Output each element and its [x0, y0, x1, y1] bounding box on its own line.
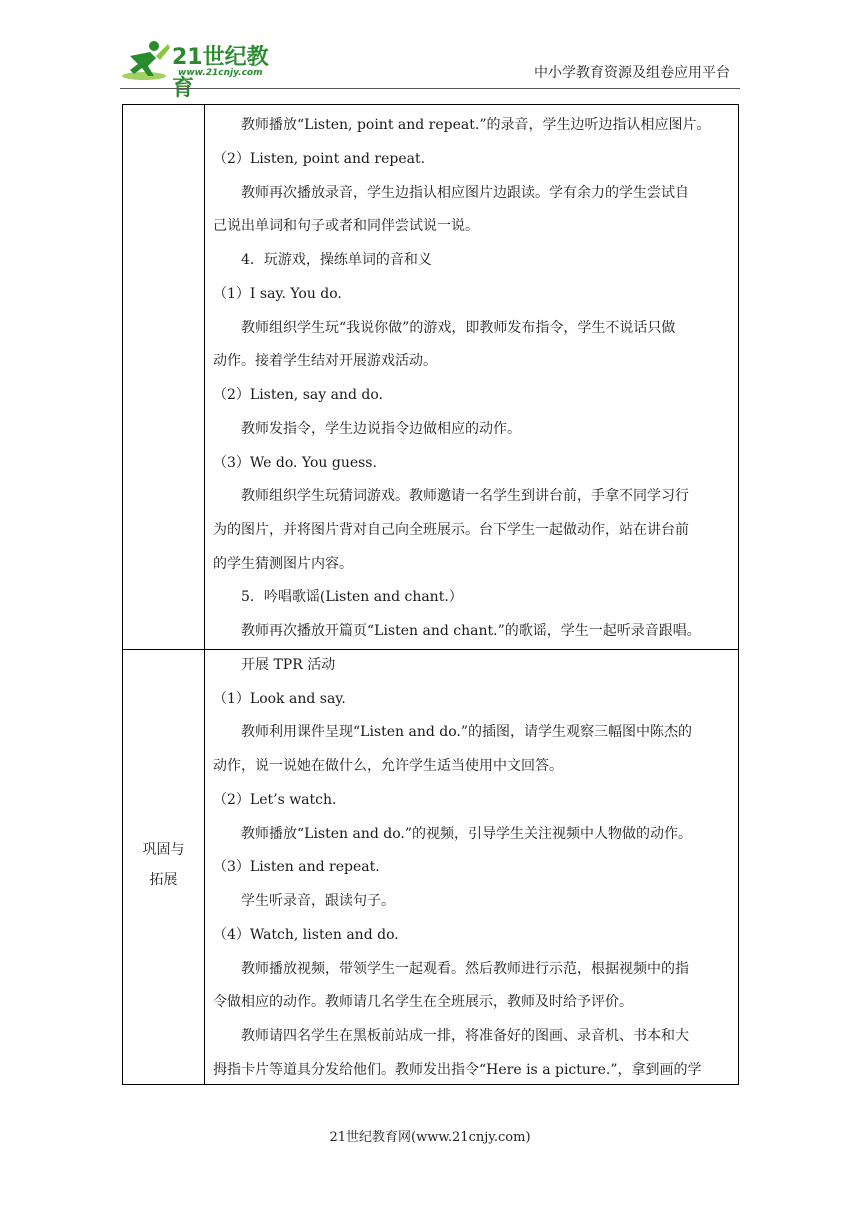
row2-line: 教师请四名学生在黑板前站成一排，将准备好的图画、录音机、书本和大: [241, 1028, 689, 1044]
site-logo[interactable]: [120, 38, 290, 101]
row1-line: 4．玩游戏，操练单词的音和义: [241, 252, 432, 268]
row1-line: 为的图片，并将图片背对自己向全班展示。台下学生一起做动作，站在讲台前: [213, 522, 689, 538]
row1-line: 教师播放“Listen, point and repeat.”的录音，学生边听边指认相应图片。: [241, 117, 711, 133]
row2-line: 教师播放视频，带领学生一起观看。然后教师进行示范，根据视频中的指: [241, 961, 689, 977]
row2-line: 令做相应的动作。教师请几名学生在全班展示，教师及时给予评价。: [213, 994, 633, 1010]
row2-label-line: 巩固与: [142, 842, 185, 858]
platform-title: 中小学教育资源及组卷应用平台: [534, 65, 730, 81]
running-man-logo-icon: [120, 38, 172, 82]
row2-line: 教师播放“Listen and do.”的视频，引导学生关注视频中人物做的动作。: [241, 826, 693, 842]
row1-line: （2）Listen, say and do.: [213, 387, 383, 403]
row1-line: 5．吟唱歌谣(Listen and chant.）: [241, 589, 463, 605]
row1-line: （2）Listen, point and repeat.: [213, 151, 426, 167]
row2-line: 开展 TPR 活动: [241, 657, 336, 673]
row2-label: [123, 835, 204, 895]
lesson-table: [122, 104, 739, 1085]
row1-line: 教师再次播放开篇页“Listen and chant.”的歌谣，学生一起听录音跟唱。: [241, 623, 701, 639]
row2-label-line: 拓展: [149, 872, 178, 888]
logo-url: www.21cnjy.com: [178, 68, 263, 78]
row1-line: 教师发指令，学生边说指令边做相应的动作。: [241, 421, 521, 437]
row1-line: 己说出单词和句子或者和同伴尝试说一说。: [213, 218, 479, 234]
row1-line: （1）I say. You do.: [213, 286, 342, 302]
column-divider: [204, 105, 205, 1084]
row1-line: 教师再次播放录音，学生边指认相应图片边跟读。学有余力的学生尝试自: [241, 185, 689, 201]
row-divider: [123, 649, 738, 650]
row2-line: （1）Look and say.: [213, 691, 346, 707]
row1-line: 动作。接着学生结对开展游戏活动。: [213, 353, 437, 369]
row2-line: （3）Listen and repeat.: [213, 859, 380, 875]
logo-text: 21世纪教育: [172, 45, 269, 101]
row1-line: 的学生猜测图片内容。: [213, 556, 353, 572]
page-footer: 21世纪教育网(www.21cnjy.com): [329, 1130, 531, 1145]
row1-line: 教师组织学生玩“我说你做”的游戏，即教师发布指令，学生不说话只做: [241, 320, 676, 336]
header-divider: [120, 88, 740, 89]
row2-line: 学生听录音，跟读句子。: [241, 893, 395, 909]
row2-line: （2）Let’s watch.: [213, 792, 337, 808]
row2-line: （4）Watch, listen and do.: [213, 927, 399, 943]
row1-line: （3）We do. You guess.: [213, 455, 377, 471]
row2-line: 教师利用课件呈现“Listen and do.”的插图，请学生观察三幅图中陈杰的: [241, 724, 693, 740]
row2-line: 拇指卡片等道具分发给他们。教师发出指令“Here is a picture.”，拿到画的学: [213, 1062, 702, 1078]
row2-line: 动作，说一说她在做什么，允许学生适当使用中文回答。: [213, 758, 563, 774]
row1-line: 教师组织学生玩猜词游戏。教师邀请一名学生到讲台前，手拿不同学习行: [241, 488, 689, 504]
